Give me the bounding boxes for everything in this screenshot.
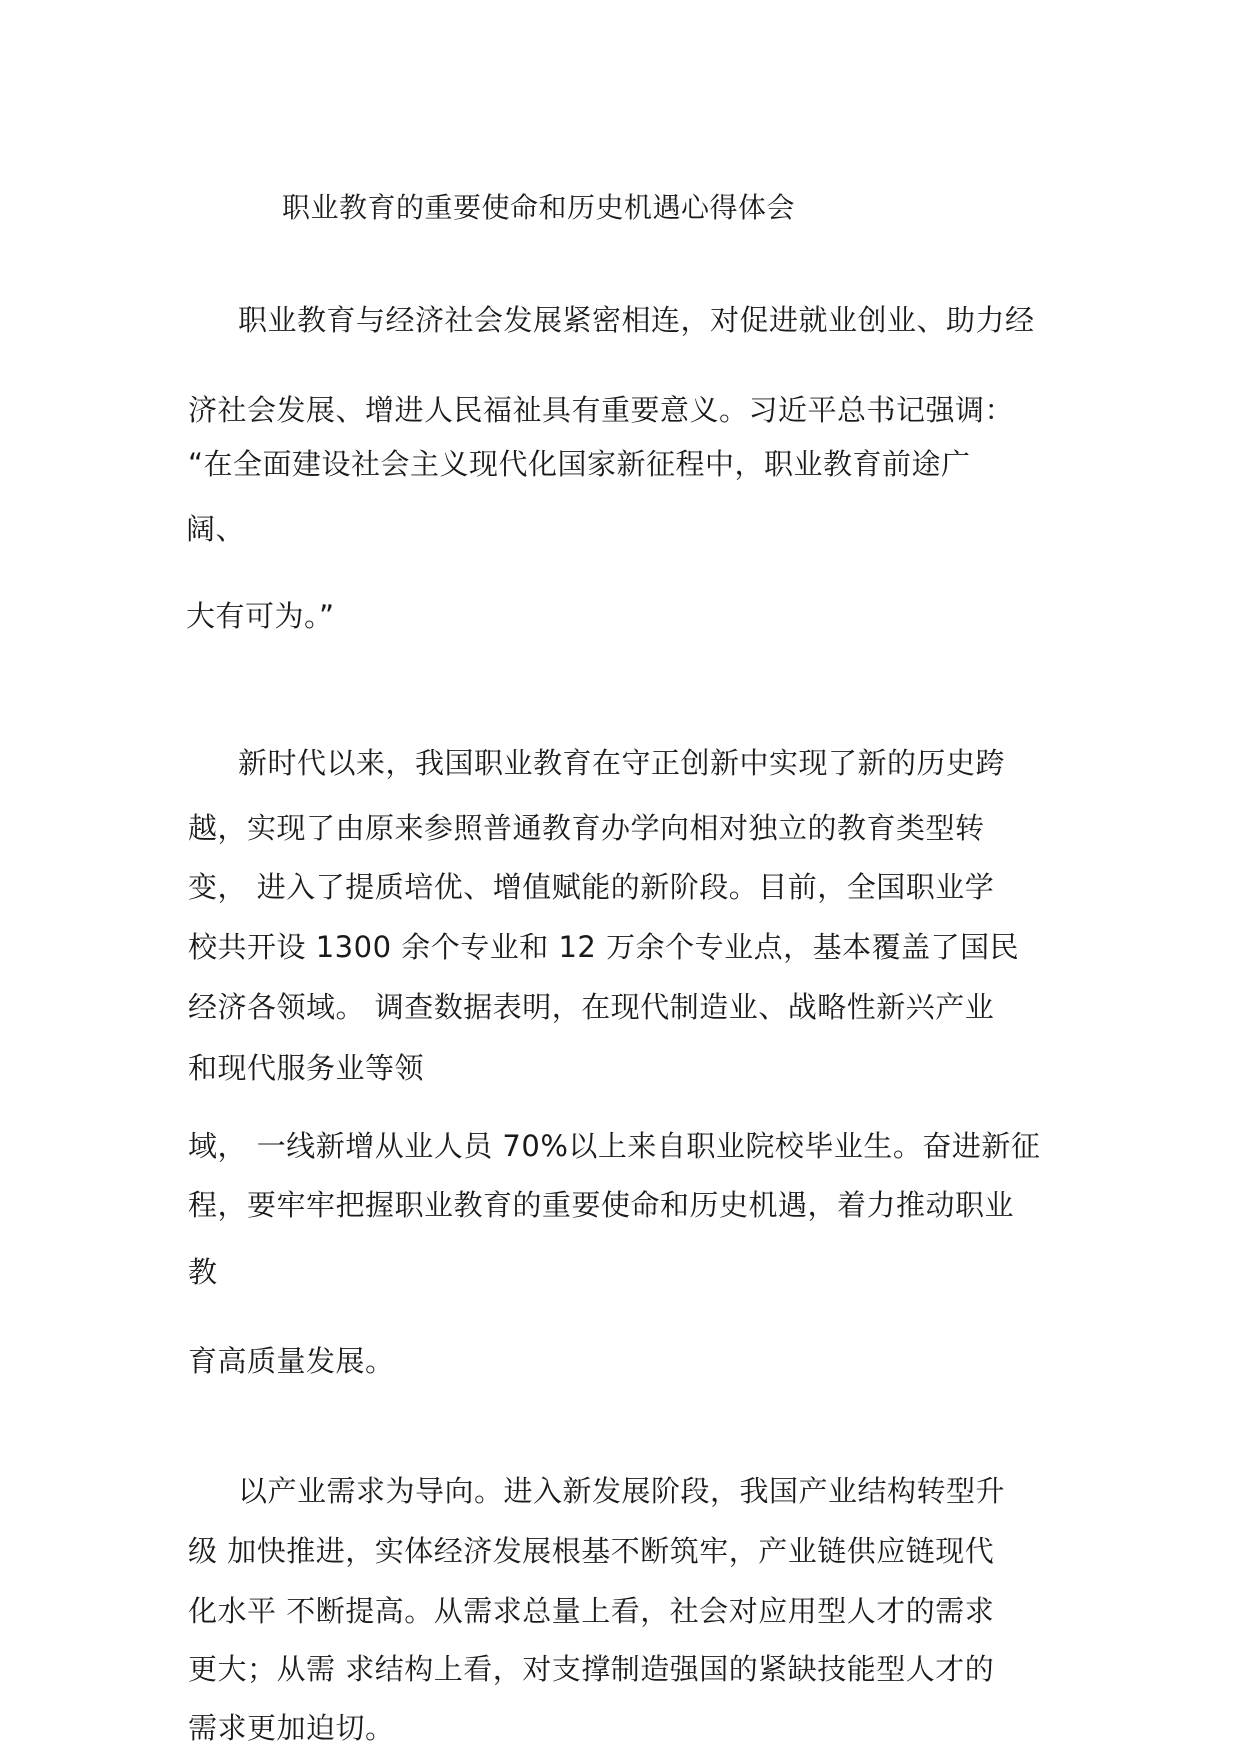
paragraph-2-line-4: 校共开设 1300 余个专业和 12 万余个专业点，基本覆盖了国民: [188, 930, 1020, 964]
paragraph-1-line-5: 大有可为。”: [186, 599, 335, 633]
paragraph-1-line-2: 济社会发展、增进人民福祉具有重要意义。习近平总书记强调：: [188, 393, 1015, 427]
paragraph-2-line-3: 变， 进入了提质培优、增值赋能的新阶段。目前，全国职业学: [188, 870, 995, 904]
paragraph-2-line-6: 和现代服务业等领: [188, 1051, 425, 1085]
paragraph-2-line-2: 越，实现了由原来参照普通教育办学向相对独立的教育类型转: [188, 811, 985, 845]
paragraph-1-line-1: 职业教育与经济社会发展紧密相连，对促进就业创业、助力经: [238, 303, 1035, 337]
paragraph-2-line-9: 教: [188, 1255, 218, 1289]
paragraph-2-line-1: 新时代以来，我国职业教育在守正创新中实现了新的历史跨: [238, 746, 1006, 780]
paragraph-3-line-3: 化水平 不断提高。从需求总量上看，社会对应用型人才的需求: [188, 1594, 995, 1628]
paragraph-3-line-1: 以产业需求为导向。进入新发展阶段，我国产业结构转型升: [238, 1474, 1006, 1508]
paragraph-1-line-3: “在全面建设社会主义现代化国家新征程中，职业教育前途广: [188, 447, 971, 481]
document-title: 职业教育的重要使命和历史机遇心得体会: [282, 191, 796, 224]
paragraph-3-line-5: 需求更加迫切。: [188, 1711, 395, 1745]
paragraph-2-line-10: 育高质量发展。: [188, 1344, 395, 1378]
paragraph-1-line-4: 阔、: [186, 512, 246, 546]
paragraph-3-line-4: 更大；从需 求结构上看，对支撑制造强国的紧缺技能型人才的: [188, 1652, 995, 1686]
paragraph-2-line-8: 程，要牢牢把握职业教育的重要使命和历史机遇，着力推动职业: [188, 1188, 1015, 1222]
paragraph-2-line-5: 经济各领域。 调查数据表明，在现代制造业、战略性新兴产业: [188, 990, 995, 1024]
paragraph-2-line-7: 域， 一线新增从业人员 70%以上来自职业院校毕业生。奋进新征: [188, 1129, 1041, 1163]
paragraph-3-line-2: 级 加快推进，实体经济发展根基不断筑牢，产业链供应链现代: [188, 1534, 995, 1568]
